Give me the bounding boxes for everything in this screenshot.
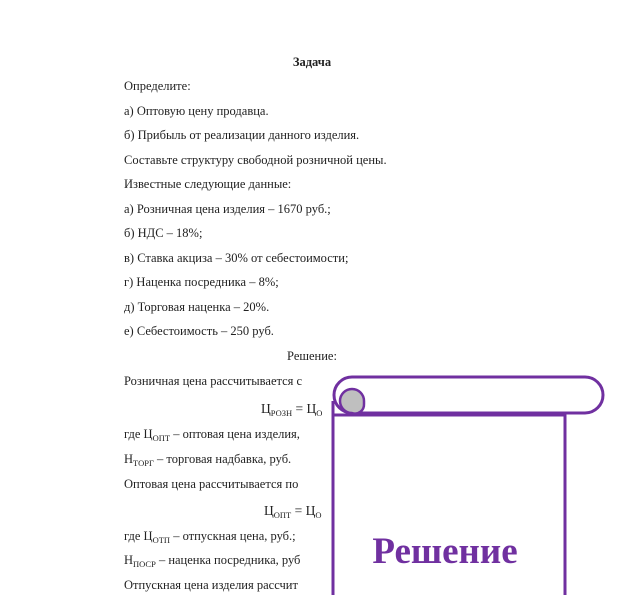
known-item: е) Себестоимость – 250 руб. [124, 324, 274, 338]
known-item: б) НДС – 18%; [124, 226, 203, 240]
formula-wholesale: $Ц_{ОПТ} = Ц_О$ [264, 503, 322, 520]
formula-retail: $Ц_{РОЗН} = Ц_О$ [261, 401, 323, 418]
release-intro: Отпускная цена изделия рассчит [124, 578, 298, 592]
known-item: г) Наценка посредника – 8%; [124, 275, 279, 289]
retail-intro: Розничная цена рассчитывается с [124, 374, 303, 388]
task-item: б) Прибыль от реализации данного изделия. [124, 128, 360, 142]
known-heading: Известные следующие данные: [124, 177, 292, 191]
where-wholesale: где $Ц_{ОПТ}$ – оптовая цена изделия, [124, 427, 300, 443]
known-item: д) Торговая наценка – 20%. [124, 300, 270, 314]
known-item: а) Розничная цена изделия – 1670 руб.; [124, 202, 331, 216]
scroll-curl [340, 389, 364, 414]
structure-task: Составьте структуру свободной розничной цены. [124, 153, 387, 167]
intermediary-markup-def: $Н_{ПОСР}$ – наценка посредника, руб [124, 553, 301, 569]
task-item: а) Оптовую цену продавца. [124, 104, 269, 118]
scroll-banner-label: Решение [372, 531, 518, 572]
intro-text: Определите: [124, 79, 191, 93]
known-item: в) Ставка акциза – 30% от себестоимости; [124, 251, 349, 265]
trade-markup-def: $Н_{ТОРГ}$ – торговая надбавка, руб. [124, 452, 292, 468]
scroll-top-roll [334, 377, 603, 413]
doc-title: Задача [292, 55, 332, 69]
wholesale-intro: Оптовая цена рассчитывается по [124, 477, 299, 491]
where-release: где $Ц_{ОТП}$ – отпускная цена, руб.; [124, 529, 296, 545]
solution-heading: Решение: [287, 349, 337, 363]
